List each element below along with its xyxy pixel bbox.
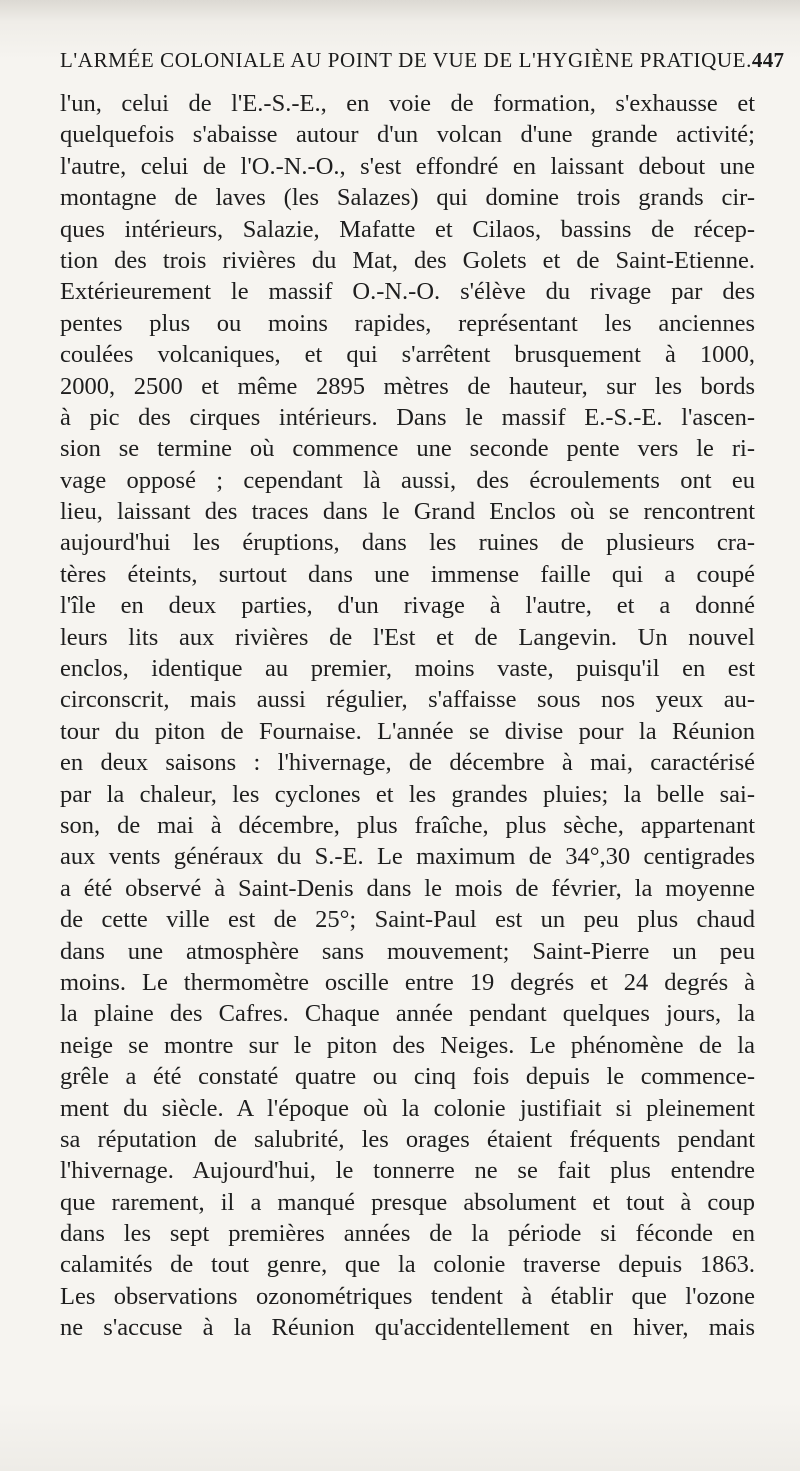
text-line: neige se montre sur le piton des Neiges. Le phénomène de la [60,1031,755,1059]
text-line: 2000, 2500 et même 2895 mètres de hauteur, sur les bords [60,372,755,400]
text-line: lieu, laissant des traces dans le Grand Enclos où se rencontrent [60,498,755,526]
text-line: tion des trois rivières du Mat, des Golets et de Saint-Etienne. [60,246,755,274]
text-line: ment du siècle. A l'époque où la colonie justifiait si pleinement [60,1094,755,1122]
text-line: son, de mai à décembre, plus fraîche, plus sèche, appartenant [60,811,755,839]
text-line: que rarement, il a manqué presque absolument et tout à coup [60,1188,755,1216]
text-line: grêle a été constaté quatre ou cinq fois depuis le commence- [60,1063,755,1091]
text-line: l'hivernage. Aujourd'hui, le tonnerre ne se fait plus entendre [60,1157,755,1185]
text-line: par la chaleur, les cyclones et les grandes pluies; la belle sai- [60,780,755,808]
text-line: l'un, celui de l'E.-S.-E., en voie de formation, s'exhausse et [60,90,755,117]
text-line: leurs lits aux rivières de l'Est et de Langevin. Un nouvel [60,623,755,651]
text-line: Les observations ozonométriques tendent à établir que l'ozone [60,1282,755,1310]
text-line: en deux saisons : l'hivernage, de décembre à mai, caractérisé [60,749,755,777]
text-line: de cette ville est de 25°; Saint-Paul est un peu plus chaud [60,906,755,934]
text-line: circonscrit, mais aussi régulier, s'affaisse sous nos yeux au- [60,686,755,714]
text-line: Extérieurement le massif O.-N.-O. s'élève du rivage par des [60,278,755,306]
text-line: montagne de laves (les Salazes) qui domine trois grands cir- [60,184,755,212]
text-line: l'île en deux parties, d'un rivage à l'autre, et a donné [60,592,755,620]
text-line: pentes plus ou moins rapides, représentant les anciennes [60,309,755,337]
text-line: moins. Le thermomètre oscille entre 19 degrés et 24 degrés à [60,968,755,996]
text-line: tères éteints, surtout dans une immense faille qui a coupé [60,560,755,588]
text-line: quelquefois s'abaisse autour d'un volcan d'une grande activité; [60,121,755,149]
text-line: sion se termine où commence une seconde pente vers le ri- [60,435,755,463]
text-line: tour du piton de Fournaise. L'année se divise pour la Réunion [60,717,755,745]
body-text [60,88,755,1344]
text-line: l'autre, celui de l'O.-N.-O., s'est effondré en laissant debout une [60,152,755,180]
text-line: dans une atmosphère sans mouvement; Saint-Pierre un peu [60,937,755,965]
text-line: à pic des cirques intérieurs. Dans le massif E.-S.-E. l'ascen- [60,403,755,431]
text-line: aux vents généraux du S.-E. Le maximum de 34°,30 centigrades [60,843,755,871]
running-header [60,48,785,73]
running-title: L'ARMÉE COLONIALE AU POINT DE VUE DE L'HYGIÈNE PRATIQUE. [60,48,752,72]
text-line: sa réputation de salubrité, les orages étaient fréquents pendant [60,1125,755,1153]
text-line: enclos, identique au premier, moins vaste, puisqu'il en est [60,655,755,683]
text-line: aujourd'hui les éruptions, dans les ruines de plusieurs cra- [60,529,755,557]
text-line: calamités de tout genre, que la colonie traverse depuis 1863. [60,1251,755,1279]
text-line: ne s'accuse à la Réunion qu'accidentellement en hiver, mais [60,1314,755,1342]
text-line: ques intérieurs, Salazie, Mafatte et Cilaos, bassins de récep- [60,215,755,243]
text-line: coulées volcaniques, et qui s'arrêtent brusquement à 1000, [60,341,755,369]
text-line: a été observé à Saint-Denis dans le mois de février, la moyenne [60,874,755,902]
text-line: dans les sept premières années de la période si féconde en [60,1220,755,1248]
text-line: la plaine des Cafres. Chaque année pendant quelques jours, la [60,1000,755,1028]
text-line: vage opposé ; cependant là aussi, des écroulements ont eu [60,466,755,494]
page-number: 447 [751,48,785,72]
